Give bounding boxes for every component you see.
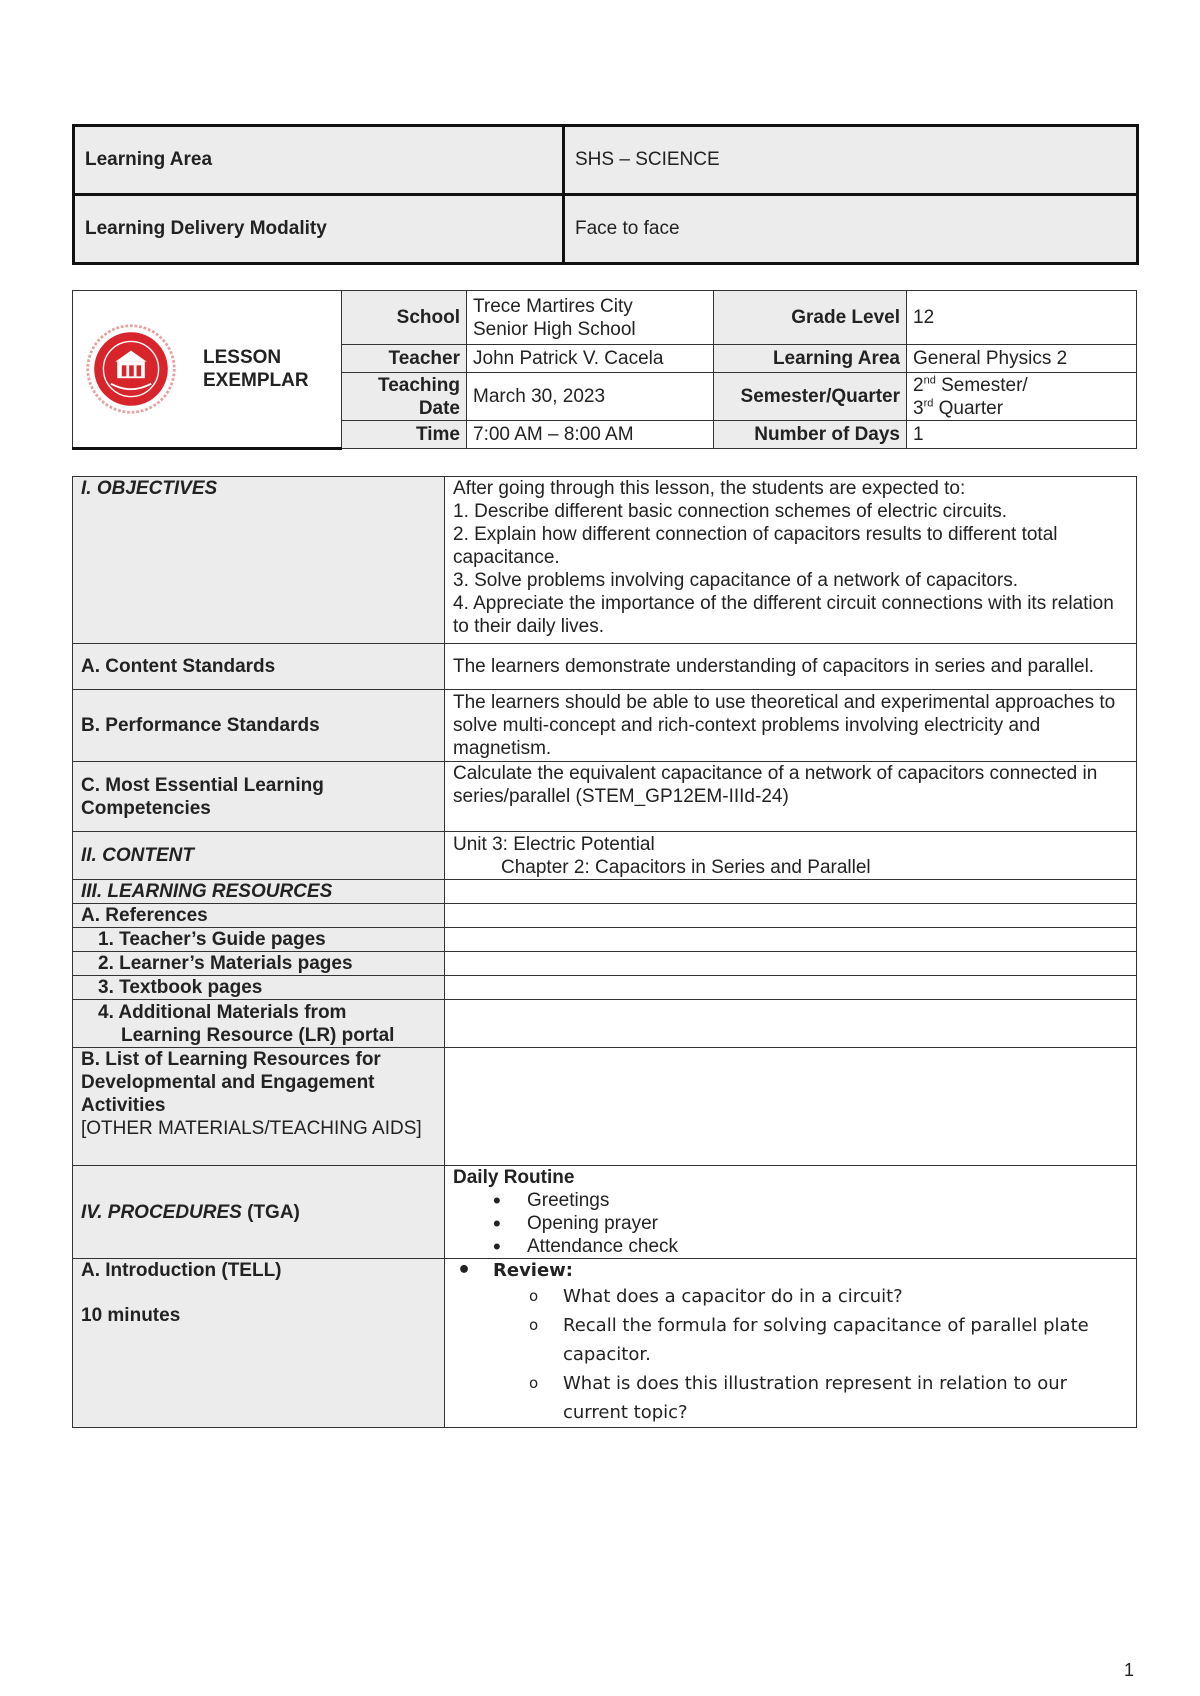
objectives-value [445,477,1137,644]
content-standards-value: The learners demonstrate understanding of capacitors in series and parallel. [445,644,1137,690]
references-label: A. References [73,904,445,928]
grade-level-value: 12 [907,291,1137,345]
school-value-line1: Trece Martires City [473,295,633,317]
daily-routine-item: • Opening prayer [493,1212,1128,1235]
modality-value: Face to face [564,195,1138,264]
learning-resources-label: III. LEARNING RESOURCES [73,880,445,904]
learning-area-table [72,124,1139,265]
objective-item: 1. Describe different basic connection schemes of electric circuits. [453,501,1008,522]
time-label: Time [342,421,467,449]
daily-routine-title: Daily Routine [453,1167,575,1188]
school-label: School [342,291,467,345]
days-value: 1 [907,421,1137,449]
review-item: o What does a capacitor do in a circuit? [529,1282,1128,1311]
performance-standards-value: The learners should be able to use theoretical and experimental approaches to solve multi-concept and rich-context problems involving electricity and magnetism. [445,690,1137,762]
list-resources-value [445,1048,1137,1166]
review-list [453,1282,1128,1427]
grade-level-label: Grade Level [714,291,907,345]
additional-materials-line2: Learning Resource (LR) portal [121,1024,395,1046]
logo-cell [73,291,342,449]
lesson-plan-table [72,476,1137,1428]
lesson-exemplar-line2: EXEMPLAR [203,370,309,391]
objective-item: 4. Appreciate the importance of the different circuit connections with its relation to their daily lives. [453,593,1114,637]
header-learning-area-value: General Physics 2 [907,345,1137,373]
objectives-label: I. OBJECTIVES [73,477,445,644]
additional-materials-value [445,1000,1137,1048]
teacher-value: John Patrick V. Cacela [467,345,714,373]
quarter-text: Quarter [933,397,1004,419]
daily-routine-list [453,1189,1128,1258]
quarter-sup: rd [923,397,934,410]
additional-materials-line1: 4. Additional Materials from [98,1001,347,1023]
quarter-num: 3 [913,397,924,419]
time-value: 7:00 AM – 8:00 AM [467,421,714,449]
daily-routine-item: • Greetings [493,1189,1128,1212]
introduction-value [445,1259,1137,1428]
review-title: • Review: [453,1259,1128,1282]
content-value [445,832,1137,880]
procedures-tag: (TGA) [241,1201,300,1223]
school-seal-icon [85,323,177,415]
list-resources-label [73,1048,445,1166]
lesson-exemplar-line1: LESSON [203,347,282,368]
introduction-minutes: 10 minutes [81,1305,181,1326]
procedures-value [445,1166,1137,1259]
header-learning-area-label: Learning Area [714,345,907,373]
daily-routine-item: • Attendance check [493,1235,1128,1258]
content-standards-label: A. Content Standards [73,644,445,690]
teaching-date-label-line2: Date [418,397,460,419]
semester-value [907,373,1137,421]
list-resources-extra: [OTHER MATERIALS/TEACHING AIDS] [81,1118,422,1139]
learners-materials-label: 2. Learner’s Materials pages [73,952,445,976]
additional-materials-label [73,1000,445,1048]
performance-standards-label: B. Performance Standards [73,690,445,762]
teacher-label: Teacher [342,345,467,373]
introduction-title: A. Introduction (TELL) [81,1260,282,1281]
content-chapter: Chapter 2: Capacitors in Series and Parallel [501,856,871,878]
textbook-label: 3. Textbook pages [73,976,445,1000]
semester-text: Semester/ [935,374,1028,396]
school-value [467,291,714,345]
school-value-line2: Senior High School [473,318,636,340]
review-item: o Recall the formula for solving capacitance of parallel plate capacitor. [529,1311,1128,1369]
learning-resources-value [445,880,1137,904]
learning-area-label: Learning Area [74,126,564,195]
content-unit: Unit 3: Electric Potential [453,833,655,855]
melc-label: C. Most Essential Learning Competencies [73,762,445,832]
objectives-intro: After going through this lesson, the students are expected to: [453,478,966,499]
page-number: 1 [1123,1660,1134,1680]
learning-area-value: SHS – SCIENCE [564,126,1138,195]
teaching-date-label-line1: Teaching [378,374,460,396]
semester-label: Semester/Quarter [714,373,907,421]
lesson-header-table [72,290,1137,450]
list-resources-title: B. List of Learning Resources for Developmental and Engagement Activities [81,1049,381,1116]
learners-materials-value [445,952,1137,976]
references-value [445,904,1137,928]
objective-item: 3. Solve problems involving capacitance of a network of capacitors. [453,570,1019,591]
teachers-guide-label: 1. Teacher’s Guide pages [73,928,445,952]
teaching-date-value: March 30, 2023 [467,373,714,421]
teaching-date-label [342,373,467,421]
teachers-guide-value [445,928,1137,952]
modality-label: Learning Delivery Modality [74,195,564,264]
melc-value: Calculate the equivalent capacitance of a network of capacitors connected in series/parallel (STEM_GP12EM-IIId-24) [445,762,1137,832]
content-label: II. CONTENT [73,832,445,880]
review-item: o What is does this illustration represent in relation to our current topic? [529,1369,1128,1427]
semester-sup: nd [923,374,936,387]
introduction-label [73,1259,445,1428]
objective-item: 2. Explain how different connection of capacitors results to different total capacitance. [453,524,1058,568]
days-label: Number of Days [714,421,907,449]
semester-num: 2 [913,374,924,396]
procedures-title: IV. PROCEDURES [81,1201,242,1223]
textbook-value [445,976,1137,1000]
procedures-label [73,1166,445,1259]
